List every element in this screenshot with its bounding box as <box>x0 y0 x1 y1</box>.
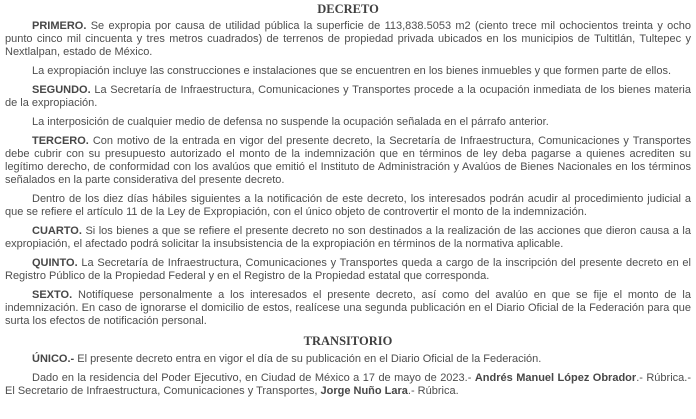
paragraph <box>5 353 691 366</box>
decree-title: DECRETO <box>317 2 379 16</box>
paragraph-text: .- Rúbrica. <box>407 385 459 397</box>
paragraph-text: La expropiación incluye las construcciones e instalaciones que se encuentren en los bienes inmuebles y que formen parte de ellos. <box>32 65 671 77</box>
paragraph-lead-bold: QUINTO. <box>32 257 78 269</box>
paragraph <box>5 135 691 187</box>
paragraph <box>5 84 691 110</box>
paragraph-lead-bold: CUARTO. <box>32 225 82 237</box>
paragraph-lead-bold: ÚNICO.- <box>32 353 75 365</box>
paragraph-text: Si los bienes a que se refiere el presente decreto no son destinados a la realización de las acciones que dieron causa a la expropiación, el afectado podrá solicitar la insubsistencia de la expropiación en términos de la normativa aplicable. <box>5 225 691 250</box>
paragraph <box>5 225 691 251</box>
paragraph <box>5 193 691 219</box>
paragraph-lead-bold: PRIMERO. <box>32 20 87 32</box>
paragraph-text: Con motivo de la entrada en vigor del presente decreto, la Secretaría de Infraestructura, Comunicaciones y Transportes debe cubrir con su presupuesto autorizado el monto de la indemnización que en términos de ley deba pagarse a quienes acrediten su legítimo derecho, de conformidad con los avalúos que emitió el Instituto de Administración y Avalúos de Bienes Nacionales en los términos señalados en la parte considerativa del presente decreto. <box>5 135 691 186</box>
paragraph-text: .- Rúbrica.- El Secretario de Infraestructura, Comunicaciones y Transportes, <box>5 372 691 397</box>
paragraph-text: La Secretaría de Infraestructura, Comunicaciones y Transportes procede a la ocupación inmediata de los bienes materia de la expropiación. <box>5 84 691 109</box>
paragraph <box>5 65 691 78</box>
paragraph <box>5 372 691 398</box>
paragraph-text: Se expropia por causa de utilidad pública la superficie de 113,838.5053 m2 (ciento trece mil ochocientos treinta y ocho punto cinco mil cincuenta y tres metros cuadrados) de terrenos de propiedad privada ubicados en los municipios de Tultitlán, Tultepec y Nextlalpan, estado de México. <box>5 20 691 58</box>
transitory-title: TRANSITORIO <box>303 334 393 348</box>
paragraph-lead-bold: Jorge Nuño Lara <box>320 385 408 397</box>
paragraph <box>5 289 691 328</box>
paragraph-lead-bold: TERCERO. <box>32 135 89 147</box>
paragraph-text: El presente decreto entra en vigor el día de su publicación en el Diario Oficial de la Federación. <box>74 353 542 365</box>
paragraph <box>5 116 691 129</box>
decree-articles <box>5 20 691 328</box>
paragraph-text: La Secretaría de Infraestructura, Comunicaciones y Transportes queda a cargo de la inscripción del presente decreto en el Registro Público de la Propiedad Federal y en el Registro de la Propiedad estatal que corresponda. <box>5 257 691 282</box>
paragraph <box>5 20 691 59</box>
paragraph-text: La interposición de cualquier medio de defensa no suspende la ocupación señalada en el párrafo anterior. <box>32 116 549 128</box>
paragraph-text: Dentro de los diez días hábiles siguientes a la notificación de este decreto, los interesados podrán acudir al procedimiento judicial a que se refiere el artículo 11 de la Ley de Expropiación, con el único objeto de controvertir el monto de la indemnización. <box>5 193 691 218</box>
paragraph-lead-bold: Andrés Manuel López Obrador <box>474 372 637 384</box>
transitory-paragraphs <box>5 353 691 398</box>
paragraph-lead-bold: SEGUNDO. <box>32 84 91 96</box>
paragraph-text: Dado en la residencia del Poder Ejecutivo, en Ciudad de México a 17 de mayo de 2023.- <box>32 372 475 384</box>
paragraph <box>5 257 691 283</box>
paragraph-text: Notifíquese personalmente a los interesados el presente decreto, así como del avalúo en que se fije el monto de la indemnización. En caso de ignorarse el domicilio de estos, realícese una segunda publicación en el Diario Oficial de la Federación para que surta los efectos de notificación personal. <box>5 289 691 327</box>
paragraph-lead-bold: SEXTO. <box>32 289 73 301</box>
